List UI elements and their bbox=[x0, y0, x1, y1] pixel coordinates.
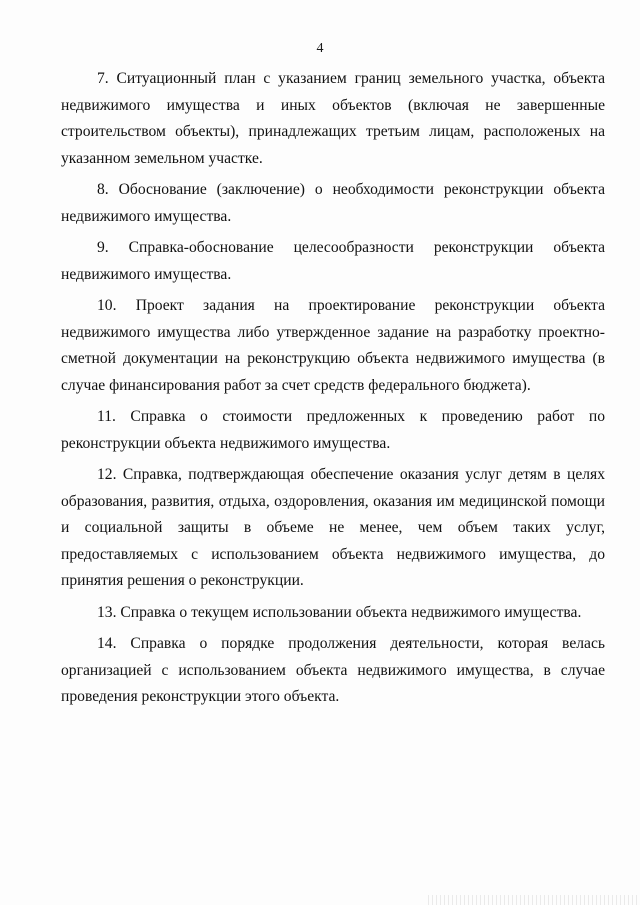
paragraph-item-8: 8. Обоснование (заключение) о необходимости реконструкции объекта недвижимого имущества. bbox=[61, 181, 605, 225]
page-number: 4 bbox=[316, 41, 324, 56]
paragraph-item-14: 14. Справка о порядке продолжения деятельности, которая велась организацией с использованием объекта недвижимого имущества, в случае проведения реконструкции этого объекта. bbox=[61, 635, 605, 705]
paragraph-item-12: 12. Справка, подтверждающая обеспечение оказания услуг детям в целях образования, развития, отдыха, оздоровления, оказания им медицинской помощи и социальной защиты в объеме не менее, чем объем таких услуг, предоставляемых с использованием объекта недвижимого имущества, до принятия решения о реконструкции. bbox=[61, 466, 605, 589]
scan-edge-mark bbox=[428, 895, 640, 905]
document-body bbox=[61, 66, 605, 716]
paragraph-item-13: 13. Справка о текущем использовании объекта недвижимого имущества. bbox=[97, 603, 582, 621]
paragraph-item-9: 9. Справка-обоснование целесообразности реконструкции объекта недвижимого имущества. bbox=[61, 239, 605, 283]
paragraph-item-11: 11. Справка о стоимости предложенных к проведению работ по реконструкции объекта недвижимого имущества. bbox=[61, 408, 605, 452]
paragraph-item-7: 7. Ситуационный план с указанием границ земельного участка, объекта недвижимого имущества и иных объектов (включая не завершенные строительством объекты), принадлежащих третьим лицам, расположеных на указанном земельном участке. bbox=[61, 70, 605, 167]
paragraph-item-10: 10. Проект задания на проектирование реконструкции объекта недвижимого имущества либо утвержденное задание на разработку проектно-сметной документации на реконструкцию объекта недвижимого имущества (в случае финансирования работ за счет средств федерального бюджета). bbox=[61, 297, 605, 394]
